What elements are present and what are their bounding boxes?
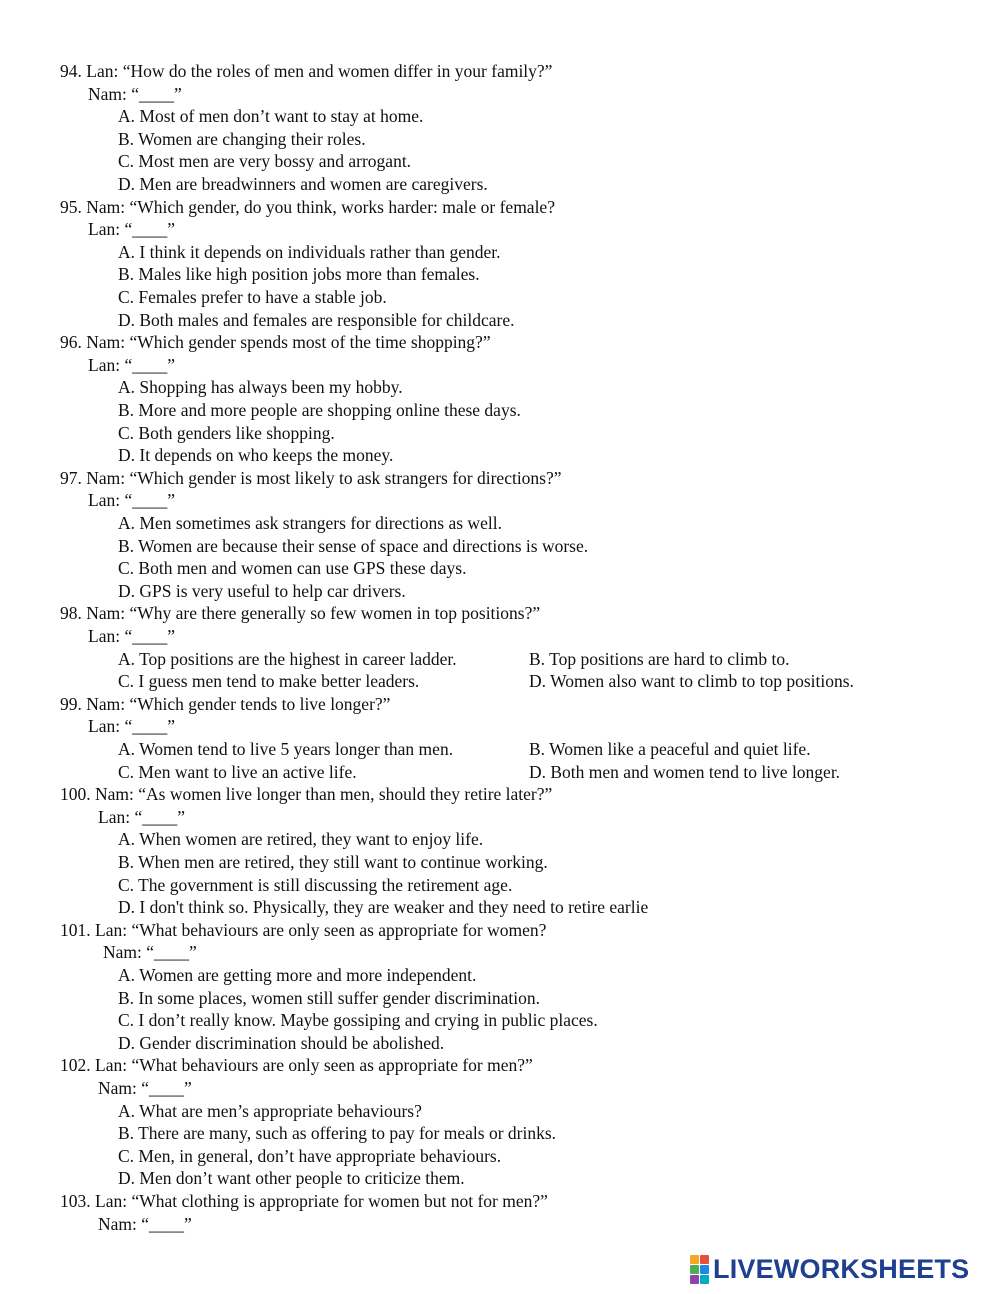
question-98-prompt: 98. Nam: “Why are there generally so few women in top positions?” — [60, 603, 541, 624]
question-100-prompt: 100. Nam: “As women live longer than men, should they retire later?” — [60, 784, 553, 805]
question-102-option-d[interactable]: D. Men don’t want other people to criticize them. — [118, 1168, 465, 1189]
brand-name: LIVEWORKSHEETS — [713, 1253, 970, 1284]
question-96-option-d[interactable]: D. It depends on who keeps the money. — [118, 445, 394, 466]
question-99-option-a[interactable]: A. Women tend to live 5 years longer than men. — [118, 739, 454, 759]
question-100-option-c[interactable]: C. The government is still discussing the retirement age. — [118, 874, 513, 895]
question-100-option-a[interactable]: A. When women are retired, they want to enjoy life. — [118, 829, 484, 850]
question-98-option-c[interactable]: C. I guess men tend to make better leaders. — [118, 671, 420, 692]
question-94-option-a[interactable]: A. Most of men don’t want to stay at home. — [118, 106, 424, 127]
question-98-option-a[interactable]: A. Top positions are the highest in career ladder. — [118, 648, 457, 669]
question-97-prompt: 97. Nam: “Which gender is most likely to ask strangers for directions?” — [60, 467, 562, 488]
question-100-option-b[interactable]: B. When men are retired, they still want to continue working. — [118, 852, 548, 872]
question-95-reply[interactable]: Lan: “____” — [88, 219, 175, 240]
question-101-option-c[interactable]: C. I don’t really know. Maybe gossiping and crying in public places. — [118, 1010, 598, 1031]
question-101-prompt: 101. Lan: “What behaviours are only seen as appropriate for women? — [60, 919, 547, 940]
question-95-option-a[interactable]: A. I think it depends on individuals rather than gender. — [118, 241, 501, 262]
question-97-option-c[interactable]: C. Both men and women can use GPS these days. — [118, 558, 467, 579]
question-95-prompt: 95. Nam: “Which gender, do you think, works harder: male or female? — [60, 196, 555, 217]
question-96-option-a[interactable]: A. Shopping has always been my hobby. — [118, 377, 403, 398]
question-100-option-d[interactable]: D. I don't think so. Physically, they are weaker and they need to retire earlie — [118, 897, 649, 918]
question-102-option-b[interactable]: B. There are many, such as offering to pay for meals or drinks. — [118, 1123, 557, 1144]
question-103-prompt: 103. Lan: “What clothing is appropriate for women but not for men?” — [60, 1191, 548, 1211]
question-97-option-a[interactable]: A. Men sometimes ask strangers for directions as well. — [118, 513, 502, 533]
question-103-reply[interactable]: Nam: “____” — [98, 1213, 192, 1234]
question-101-reply[interactable]: Nam: “____” — [103, 942, 197, 963]
question-95-option-c[interactable]: C. Females prefer to have a stable job. — [118, 287, 387, 307]
question-101-option-d[interactable]: D. Gender discrimination should be abolished. — [118, 1032, 445, 1053]
question-98-option-b[interactable]: B. Top positions are hard to climb to. — [529, 648, 790, 669]
question-96-option-c[interactable]: C. Both genders like shopping. — [118, 422, 335, 443]
question-100-reply[interactable]: Lan: “____” — [98, 806, 185, 827]
question-102-prompt: 102. Lan: “What behaviours are only seen as appropriate for men?” — [60, 1055, 533, 1076]
question-101-option-b[interactable]: B. In some places, women still suffer gender discrimination. — [118, 987, 541, 1008]
question-101-option-a[interactable]: A. Women are getting more and more independent. — [118, 965, 477, 985]
question-94-option-c[interactable]: C. Most men are very bossy and arrogant. — [118, 151, 412, 172]
question-98-option-d[interactable]: D. Women also want to climb to top positions. — [529, 671, 854, 692]
question-102-reply[interactable]: Nam: “____” — [98, 1078, 192, 1098]
question-102-option-c[interactable]: C. Men, in general, don’t have appropriate behaviours. — [118, 1145, 502, 1166]
question-94-reply[interactable]: Nam: “____” — [88, 83, 182, 104]
question-98-reply[interactable]: Lan: “____” — [88, 626, 175, 646]
question-99-reply[interactable]: Lan: “____” — [88, 716, 175, 737]
question-99-option-b[interactable]: B. Women like a peaceful and quiet life. — [529, 739, 811, 759]
question-99-prompt: 99. Nam: “Which gender tends to live longer?” — [60, 693, 391, 714]
question-96-reply[interactable]: Lan: “____” — [88, 354, 175, 375]
question-97-option-d[interactable]: D. GPS is very useful to help car drivers. — [118, 580, 406, 601]
question-97-reply[interactable]: Lan: “____” — [88, 490, 175, 511]
question-94-prompt: 94. Lan: “How do the roles of men and women differ in your family?” — [60, 61, 553, 81]
question-94-option-b[interactable]: B. Women are changing their roles. — [118, 128, 366, 149]
logo-cubes-icon — [690, 1255, 709, 1284]
question-95-option-d[interactable]: D. Both males and females are responsible for childcare. — [118, 309, 515, 330]
question-99-option-d[interactable]: D. Both men and women tend to live longer. — [529, 761, 841, 782]
question-96-prompt: 96. Nam: “Which gender spends most of the time shopping?” — [60, 332, 491, 353]
question-97-option-b[interactable]: B. Women are because their sense of space and directions is worse. — [118, 535, 589, 556]
liveworksheets-logo[interactable] — [690, 1252, 969, 1286]
question-99-option-c[interactable]: C. Men want to live an active life. — [118, 761, 357, 782]
question-94-option-d[interactable]: D. Men are breadwinners and women are caregivers. — [118, 174, 488, 194]
question-102-option-a[interactable]: A. What are men’s appropriate behaviours? — [118, 1100, 422, 1121]
question-96-option-b[interactable]: B. More and more people are shopping online these days. — [118, 400, 521, 420]
question-95-option-b[interactable]: B. Males like high position jobs more than females. — [118, 264, 480, 285]
